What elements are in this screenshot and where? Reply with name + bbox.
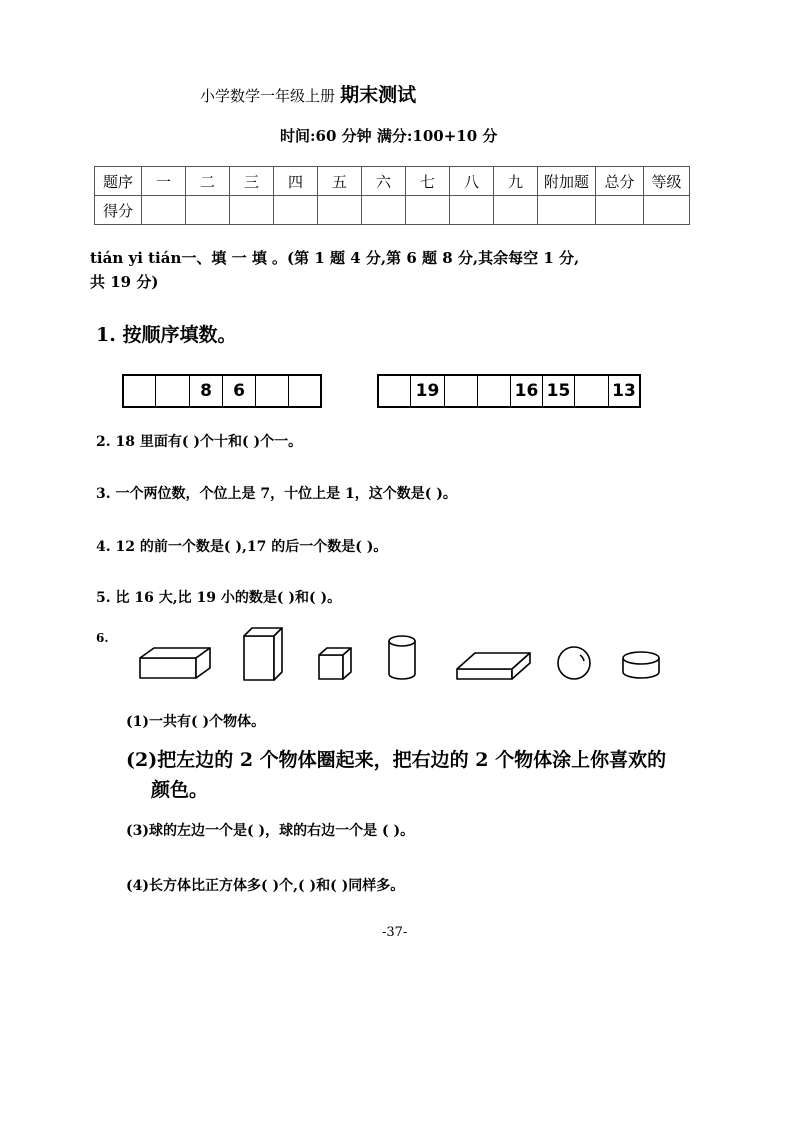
- header-cell: 题序: [95, 167, 142, 196]
- score-cell[interactable]: [494, 196, 538, 225]
- header-cell: 七: [406, 167, 450, 196]
- header-cell: 等级: [644, 167, 690, 196]
- number-box-row-2: [377, 374, 641, 408]
- question-2: 2. 18 里面有( )个十和( )个一。: [96, 434, 303, 450]
- score-cell[interactable]: [538, 196, 596, 225]
- title-exam: 期末测试: [340, 84, 417, 106]
- page-number: -37-: [382, 925, 408, 940]
- title-grade: 小学数学一年级上册: [200, 87, 336, 105]
- score-cell[interactable]: [644, 196, 690, 225]
- score-cell[interactable]: [450, 196, 494, 225]
- page-title: [200, 80, 416, 107]
- header-cell: 五: [318, 167, 362, 196]
- number-box[interactable]: [124, 376, 156, 406]
- section-heading: [90, 247, 579, 268]
- header-cell: 总分: [596, 167, 644, 196]
- cube-icon: [319, 648, 351, 679]
- question-5: 5. 比 16 大,比 19 小的数是( )和( )。: [96, 590, 342, 606]
- score-table-header-row: [95, 167, 690, 196]
- score-cell[interactable]: [596, 196, 644, 225]
- question-6-3: (3)球的左边一个是( )，球的右边一个是 ( )。: [126, 823, 415, 839]
- number-box[interactable]: [256, 376, 289, 406]
- number-box[interactable]: 8: [190, 376, 223, 406]
- header-cell: 一: [142, 167, 186, 196]
- question-6-2-cont: 颜色。: [151, 779, 209, 801]
- tall-cuboid-icon: [244, 628, 282, 680]
- score-table-score-row: [95, 196, 690, 225]
- score-cell[interactable]: [230, 196, 274, 225]
- number-box[interactable]: [289, 376, 320, 406]
- sphere-icon: [558, 647, 590, 679]
- score-table: [94, 166, 690, 225]
- question-6-1: (1)一共有( )个物体。: [126, 714, 266, 730]
- number-box[interactable]: 13: [612, 381, 636, 401]
- short-cylinder-icon: [623, 652, 659, 678]
- number-box[interactable]: 19: [411, 376, 445, 406]
- number-box[interactable]: 16: [511, 376, 543, 406]
- number-box[interactable]: [379, 376, 411, 406]
- question-3: 3. 一个两位数，个位上是 7，十位上是 1，这个数是( )。: [96, 486, 457, 502]
- score-cell[interactable]: [142, 196, 186, 225]
- header-cell: 附加题: [538, 167, 596, 196]
- header-cell: 三: [230, 167, 274, 196]
- question-6-2: (2)把左边的 2 个物体圈起来，把右边的 2 个物体涂上你喜欢的: [126, 749, 667, 771]
- header-cell: 六: [362, 167, 406, 196]
- score-cell[interactable]: [318, 196, 362, 225]
- score-cell[interactable]: [362, 196, 406, 225]
- cylinder-icon: [389, 636, 415, 679]
- section-title-cont: 共 19 分): [90, 273, 159, 291]
- flat-cuboid-icon: [457, 653, 530, 679]
- number-box[interactable]: [156, 376, 190, 406]
- number-box-row-1: [122, 374, 322, 408]
- question-4: 4. 12 的前一个数是( ),17 的后一个数是( )。: [96, 539, 388, 555]
- section-title: 一、填 一 填 。(第 1 题 4 分,第 6 题 8 分,其余每空 1 分,: [181, 249, 580, 267]
- exam-subtitle: 时间:60 分钟 满分:100+10 分: [280, 127, 498, 145]
- row-label: 得分: [95, 196, 142, 225]
- question-6-4: (4)长方体比正方体多( )个,( )和( )同样多。: [126, 878, 405, 894]
- score-cell[interactable]: [274, 196, 318, 225]
- number-box[interactable]: 15: [543, 376, 575, 406]
- number-box[interactable]: [445, 376, 478, 406]
- header-cell: 九: [494, 167, 538, 196]
- question-6: 6.: [96, 631, 109, 645]
- score-cell[interactable]: [186, 196, 230, 225]
- header-cell: 八: [450, 167, 494, 196]
- solid-shapes-figure: [130, 622, 670, 692]
- number-box[interactable]: [478, 376, 511, 406]
- header-cell: 四: [274, 167, 318, 196]
- section-pinyin: tián yi tián: [90, 249, 182, 267]
- header-cell: 二: [186, 167, 230, 196]
- score-cell[interactable]: [406, 196, 450, 225]
- question-1: 1. 按顺序填数。: [96, 324, 237, 346]
- number-box[interactable]: 6: [223, 376, 256, 406]
- cuboid-icon: [140, 648, 210, 678]
- number-box[interactable]: [575, 376, 609, 406]
